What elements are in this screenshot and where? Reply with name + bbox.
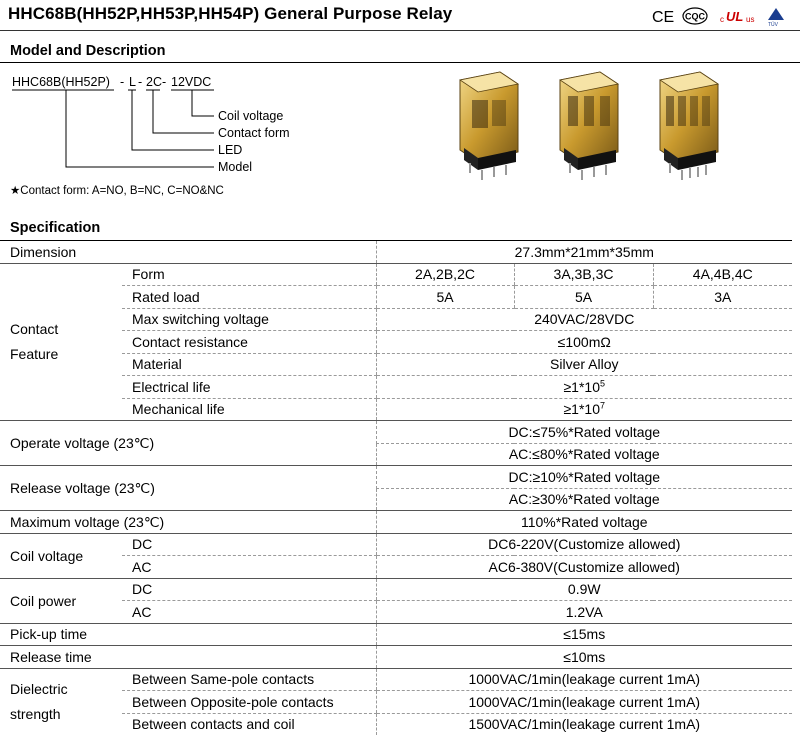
spec-value: ≤15ms bbox=[376, 623, 792, 646]
spec-label: Release voltage (23℃) bbox=[0, 466, 376, 511]
relay-4-pole-image bbox=[660, 72, 718, 180]
spec-sublabel: AC bbox=[122, 601, 376, 624]
spec-value: 240VAC/28VDC bbox=[376, 308, 792, 331]
model-code-dash2: - bbox=[138, 75, 143, 89]
table-row bbox=[0, 511, 792, 534]
ce-mark: CE bbox=[652, 9, 675, 26]
spec-label: Dimension bbox=[0, 241, 376, 264]
spec-label: Coil power bbox=[0, 578, 122, 623]
ul-mark: UL bbox=[726, 9, 744, 24]
page-title: HHC68B(HH52P,HH53P,HH54P) General Purpose Relay bbox=[8, 4, 453, 23]
cqc-mark: CQC bbox=[685, 11, 705, 22]
cul-us-mark: us bbox=[746, 15, 755, 24]
spec-value: 0.9W bbox=[376, 578, 792, 601]
tuv-mark-icon bbox=[768, 8, 784, 27]
spec-sublabel: Between contacts and coil bbox=[132, 716, 295, 733]
section-model-heading: Model and Description bbox=[10, 43, 166, 59]
spec-label: Form bbox=[122, 263, 376, 286]
model-code-dash3: - bbox=[162, 75, 167, 89]
section-spec-heading: Specification bbox=[10, 220, 101, 236]
model-code-led: L bbox=[129, 75, 136, 89]
mech-life-base: ≥1*10 bbox=[563, 401, 600, 418]
spec-value: 1000VAC/1min(leakage current 1mA) bbox=[376, 691, 792, 714]
relay-2-pole-image bbox=[460, 72, 518, 180]
specification-table bbox=[0, 240, 792, 735]
label-led: LED bbox=[218, 143, 243, 157]
spec-sublabel: DC bbox=[122, 533, 376, 556]
spec-value: DC6-220V(Customize allowed) bbox=[376, 533, 792, 556]
tuv-mark: TÜV bbox=[768, 22, 778, 27]
table-row bbox=[0, 421, 792, 444]
spec-value: 3A,3B,3C bbox=[514, 263, 653, 286]
spec-value: AC:≥30%*Rated voltage bbox=[376, 488, 792, 511]
model-code-dash1: - bbox=[120, 75, 125, 89]
section-model-divider bbox=[0, 62, 800, 63]
spec-value: 3A bbox=[653, 286, 792, 309]
spec-label: Operate voltage (23℃) bbox=[0, 421, 376, 466]
table-row bbox=[0, 263, 792, 286]
elec-life-exponent: 5 bbox=[600, 378, 606, 389]
spec-value: DC:≥10%*Rated voltage bbox=[376, 466, 792, 489]
spec-label: Max switching voltage bbox=[122, 308, 376, 331]
label-coil-voltage: Coil voltage bbox=[218, 109, 284, 123]
spec-value: Silver Alloy bbox=[376, 353, 792, 376]
cul-us-mark-icon bbox=[720, 9, 754, 24]
cul-c-mark: c bbox=[720, 15, 724, 24]
spec-value: DC:≤75%*Rated voltage bbox=[376, 421, 792, 444]
spec-value: AC6-380V(Customize allowed) bbox=[376, 556, 792, 579]
label-contact-form: Contact form bbox=[218, 126, 290, 140]
table-row bbox=[0, 646, 792, 669]
dielectric-label-line2: strength bbox=[10, 705, 61, 722]
spec-label: Mechanical life bbox=[122, 398, 376, 421]
model-code-contact: 2C bbox=[146, 75, 162, 89]
ce-mark-icon bbox=[652, 9, 674, 26]
spec-value: 1500VAC/1min(leakage current 1mA) bbox=[376, 713, 792, 735]
cqc-mark-icon bbox=[683, 8, 707, 24]
spec-label: Material bbox=[122, 353, 376, 376]
spec-value: ≤100mΩ bbox=[376, 331, 792, 354]
spec-value bbox=[376, 398, 792, 421]
spec-value: 1000VAC/1min(leakage current 1mA) bbox=[376, 668, 792, 691]
dielectric-strength-label bbox=[0, 668, 122, 735]
table-row bbox=[0, 623, 792, 646]
spec-sublabel: Between Same-pole contacts bbox=[122, 668, 376, 691]
model-code-voltage: 12VDC bbox=[171, 75, 212, 89]
spec-value: 110%*Rated voltage bbox=[376, 511, 792, 534]
relay-3-pole-image bbox=[560, 72, 618, 180]
label-model: Model bbox=[218, 160, 253, 174]
contact-feature-label bbox=[0, 263, 122, 421]
table-row bbox=[0, 241, 792, 264]
spec-label: Coil voltage bbox=[0, 533, 122, 578]
spec-label: Pick-up time bbox=[0, 623, 376, 646]
table-row bbox=[0, 466, 792, 489]
elec-life-base: ≥1*10 bbox=[563, 378, 600, 395]
contact-feature-label-line2: Feature bbox=[10, 345, 59, 362]
dielectric-label-line1: Dielectric bbox=[10, 680, 68, 697]
title-divider bbox=[0, 30, 800, 31]
spec-label: Release time bbox=[0, 646, 376, 669]
spec-value: 4A,4B,4C bbox=[653, 263, 792, 286]
spec-value: 1.2VA bbox=[376, 601, 792, 624]
relay-product-photos bbox=[440, 70, 760, 200]
spec-label: Contact resistance bbox=[122, 331, 376, 354]
table-row bbox=[0, 668, 792, 691]
model-code-base: HHC68B(HH52P) bbox=[12, 75, 110, 89]
contact-feature-label-line1: Contact bbox=[10, 320, 59, 337]
spec-value: 2A,2B,2C bbox=[376, 263, 514, 286]
spec-value: 5A bbox=[376, 286, 514, 309]
mech-life-exponent: 7 bbox=[600, 400, 606, 411]
table-row bbox=[0, 533, 792, 556]
spec-value bbox=[376, 376, 792, 399]
certification-logos bbox=[648, 5, 798, 27]
contact-form-note: ★Contact form: A=NO, B=NC, C=NO&NC bbox=[10, 185, 224, 197]
spec-value: 5A bbox=[514, 286, 653, 309]
spec-sublabel: Between Opposite-pole contacts bbox=[122, 691, 376, 714]
spec-sublabel: AC bbox=[122, 556, 376, 579]
spec-sublabel: DC bbox=[122, 578, 376, 601]
spec-label: Maximum voltage (23℃) bbox=[0, 511, 376, 534]
spec-value: 27.3mm*21mm*35mm bbox=[376, 241, 792, 264]
table-row bbox=[0, 578, 792, 601]
spec-value: AC:≤80%*Rated voltage bbox=[376, 443, 792, 466]
spec-label: Rated load bbox=[122, 286, 376, 309]
spec-label: Electrical life bbox=[122, 376, 376, 399]
spec-value: ≤10ms bbox=[376, 646, 792, 669]
